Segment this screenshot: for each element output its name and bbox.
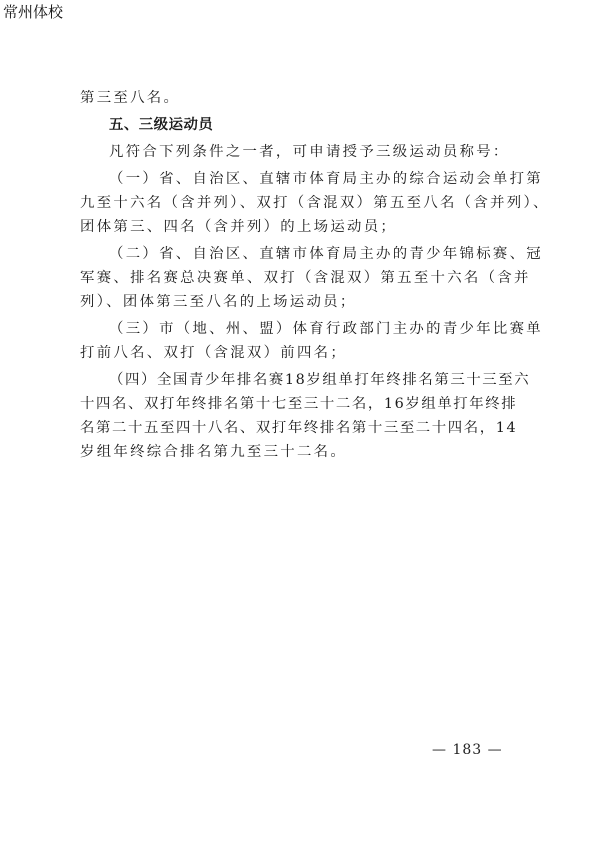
text-line: （四）全国青少年排名赛18岁组单打年终排名第三十三至六 (109, 372, 531, 388)
watermark-label: 常州体校 (3, 3, 64, 21)
text-line: （二）省、自治区、直辖市体育局主办的青少年锦标赛、冠 (109, 246, 543, 262)
text-line: 十四名、双打年终排名第十七至三十二名，16岁组单打年终排 (80, 396, 518, 412)
text-line: 打前八名、双打（含混双）前四名； (80, 345, 348, 361)
document-body (80, 86, 550, 467)
text-line: 团体第三、四名（含并列）的上场运动员； (80, 219, 398, 235)
paragraph-item-2 (80, 242, 543, 314)
text-line: 岁组年终综合排名第九至三十二名。 (80, 444, 348, 460)
text-line: 军赛、排名赛总决赛单、双打（含混双）第五至十六名（含并 (80, 270, 531, 286)
text-line: （三）市（地、州、盟）体育行政部门主办的青少年比赛单 (109, 321, 543, 337)
text-line: 凡符合下列条件之一者，可申请授予三级运动员称号： (109, 144, 510, 160)
paragraph-item-1 (80, 167, 550, 239)
section-heading: 五、三级运动员 (109, 117, 214, 133)
text-line: 名第二十五至四十八名、双打年终排名第十三至二十四名，14 (80, 420, 518, 436)
text-line: 第三至八名。 (80, 90, 181, 106)
text-line: （一）省、自治区、直辖市体育局主办的综合运动会单打第 (109, 171, 543, 187)
paragraph-item-3 (80, 317, 543, 365)
page-number: — 183 — (432, 742, 503, 758)
text-line: 九至十六名（含并列）、双打（含混双）第五至八名（含并列）、 (80, 195, 550, 211)
paragraph-item-4 (80, 368, 531, 464)
text-line: 列）、团体第三至八名的上场运动员； (80, 294, 357, 310)
